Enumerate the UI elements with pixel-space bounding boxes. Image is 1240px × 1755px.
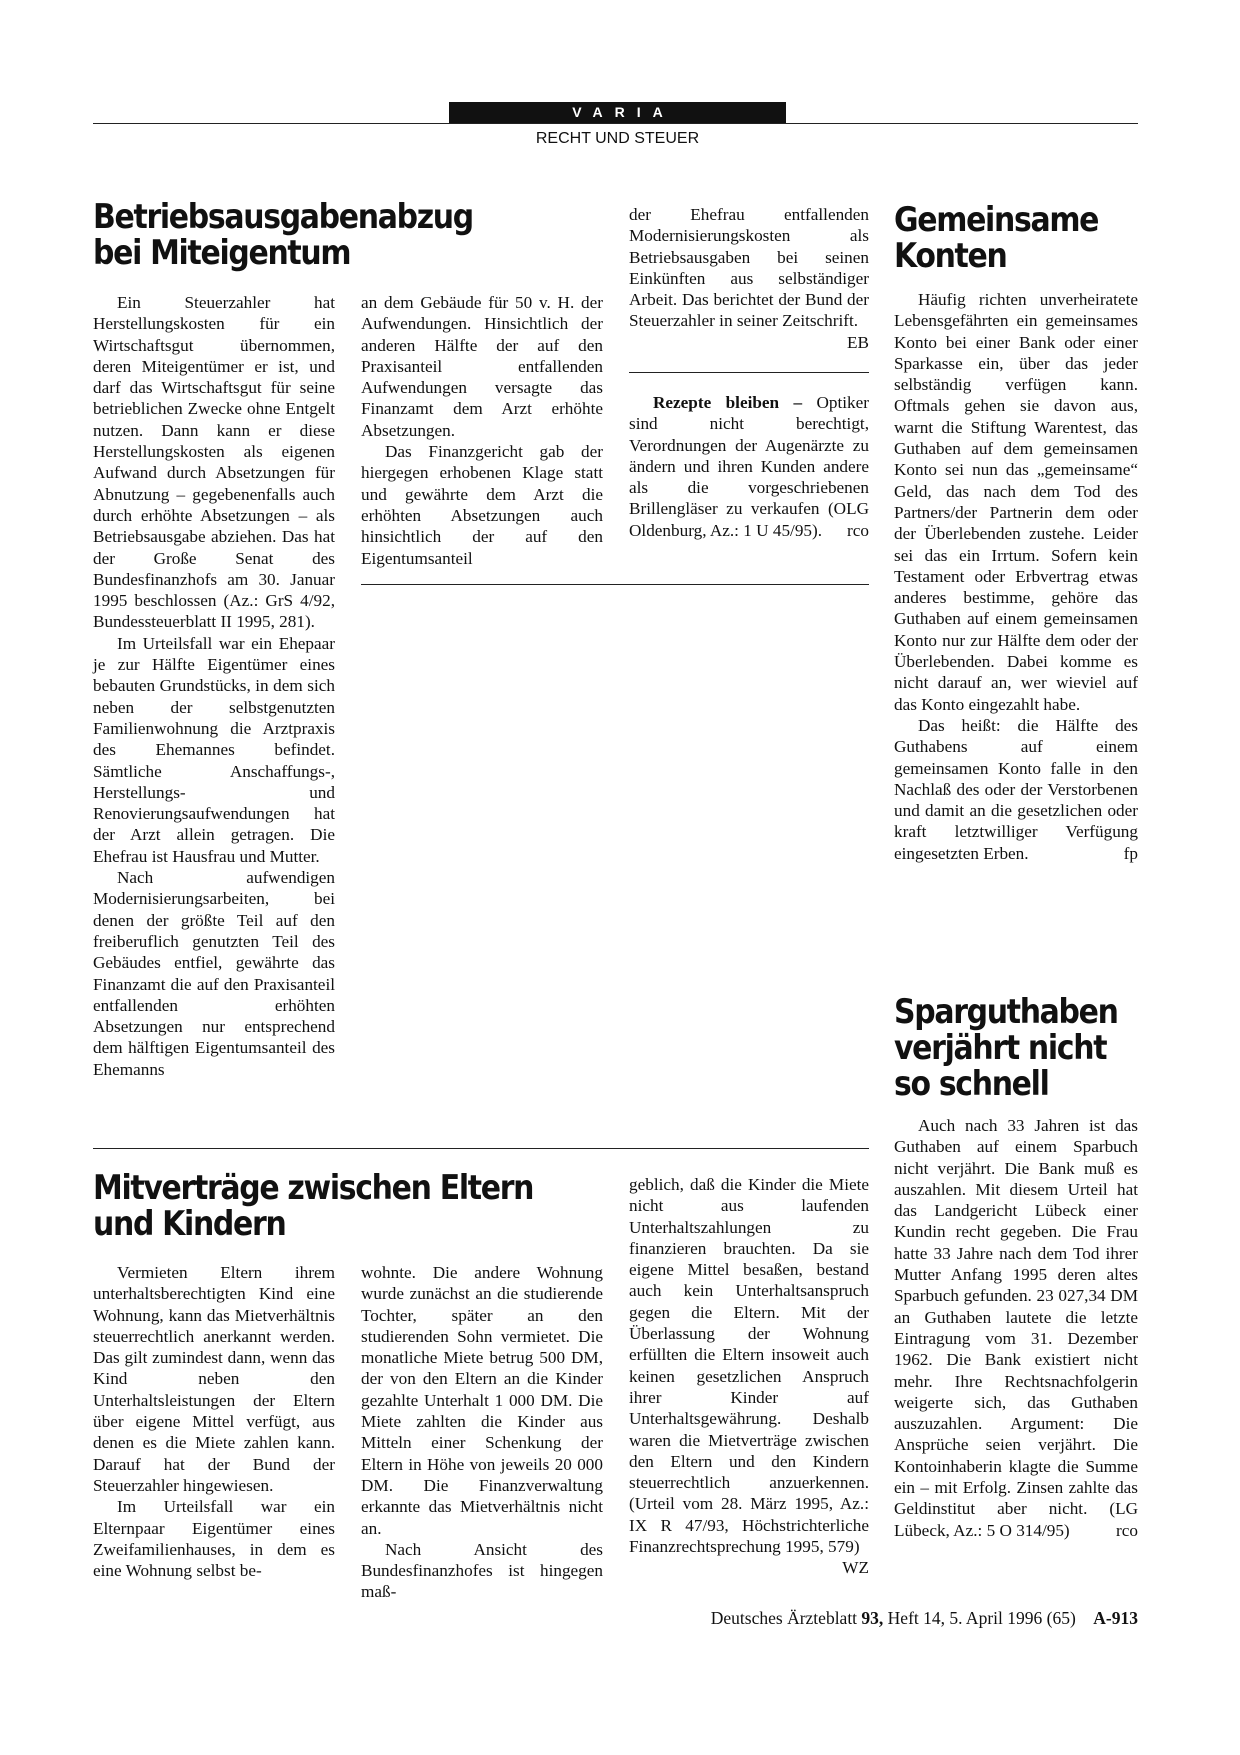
article4-col1 <box>93 1262 335 1581</box>
article2-title-line2: Konten <box>894 236 1007 276</box>
article4-paragraph <box>629 1174 869 1578</box>
article3-title-line1: Sparguthaben <box>894 992 1118 1032</box>
brief-col <box>629 392 869 541</box>
article1-text: der Ehefrau entfallenden Modernisierungskosten als Betriebsausgaben bei seinen Einkünften aus selbständiger Arbeit. Das berichtet der Bund der Steuerzahler in seiner Zeitschrift. <box>629 205 869 331</box>
article1-title-line2: bei Miteigentum <box>93 233 351 273</box>
article3-title-line2: verjährt nicht <box>894 1028 1107 1068</box>
article2-paragraph <box>894 715 1138 864</box>
article1-paragraph <box>629 204 869 352</box>
article1-paragraph: Das Finanzgericht gab der hiergegen erhobenen Klage statt und gewährte dem Arzt die erhöhten Absetzungen auch hinsichtlich der auf den Eigentumsanteil <box>361 442 603 568</box>
article4-paragraph: Nach Ansicht des Bundesfinanzhofes ist hingegen maß- <box>361 1539 603 1602</box>
article4-signature: WZ <box>842 1558 869 1578</box>
top-rule <box>93 123 1138 124</box>
brief-lead: Rezepte bleiben – <box>653 393 803 412</box>
article4-title-line1: Mitverträge zwischen Eltern <box>93 1168 534 1208</box>
article1-bottom-rule <box>361 584 869 585</box>
article3-title <box>894 994 1118 1102</box>
article4-paragraph: Vermieten Eltern ihrem unterhaltsberechtigten Kind eine Wohnung, kann das Mietverhältnis steuerrechtlich anerkannt werden. Das gilt zumindest dann, wenn das Kind neben den Unterhaltsleistungen der Eltern über eigene Mittel verfügt, aus denen es die Miete zahlen kann. Darauf hat der Bund der Steuerzahler hingewiesen. <box>93 1263 335 1495</box>
article3-paragraph <box>894 1115 1138 1541</box>
article3-signature: rco <box>1116 1520 1138 1540</box>
article3-text: Auch nach 33 Jahren ist das Guthaben auf einem Sparbuch nicht verjährt. Die Bank muß es auszahlen. Mit diesem Urteil hat das Landgericht Lübeck einer Kundin recht gegeben. Die Frau hatte 33 Jahre nach dem Tod ihrer Mutter Anfang 1995 deren altes Sparbuch gefunden. 23 027,34 DM an Guthaben lautete die letzte Eintragung vom 31. Dezember 1962. Die Bank existiert nicht mehr. Ihre Rechtsnachfolgerin weigerte sich, das Guthaben auszuzahlen. Argument: Die Ansprüche seien verjährt. Die Kontoinhaberin klagte die Summe ein – mit Erfolg. Zinsen zahlte das Geldinstitut aber nicht. (LG Lübeck, Az.: 5 O 314/95) <box>894 1116 1138 1540</box>
article2-col <box>894 289 1138 864</box>
article4-col3 <box>629 1174 869 1579</box>
article3-title-line3: so schnell <box>894 1064 1049 1104</box>
article4-top-rule <box>93 1148 869 1149</box>
article1-title-line1: Betriebsausgabenabzug <box>93 197 473 237</box>
article4-text: geblich, daß die Kinder die Miete nicht aus laufenden Unterhaltszahlungen zu finanzieren brauchten. Da sie eigene Mittel besaßen, bestand auch kein Unterhaltsanspruch gegen die Eltern. Mit der Überlassung der Wohnung erfüllten die Eltern insoweit auch keinen gesetzlichen Anspruch ihrer Kinder auf Unterhaltsgewährung. Deshalb waren die Mietverträge zwischen den Eltern und den Kindern steuerrechtlich anzuerkennen. (Urteil vom 28. März 1995, Az.: IX R 47/93, Höchstrichterliche Finanzrechtsprechung 1995, 579) <box>629 1175 869 1557</box>
article1-col2 <box>361 292 603 569</box>
article1-paragraph: Im Urteilsfall war ein Ehepaar je zur Hälfte Eigentümer eines bebauten Grundstücks, in dem sich neben der selbstgenutzten Familienwohnung die Arztpraxis des Ehemannes befindet. Sämtliche Anschaffungs-, Herstellungs- und Renovierungsaufwendungen hat der Arzt allein getragen. Die Ehefrau ist Hausfrau und Mutter. <box>93 633 335 866</box>
article2-title-line1: Gemeinsame <box>894 200 1099 240</box>
article1-col1 <box>93 292 335 1080</box>
article4-paragraph: Im Urteilsfall war ein Elternpaar Eigentümer eines Zweifamilienhauses, in dem es eine Wohnung selbst be- <box>93 1497 335 1581</box>
article2-text: Das heißt: die Hälfte des Guthabens auf einem gemeinsamen Konto falle in den Nachlaß des oder der Verstorbenen und damit an die gesetzlichen oder kraft letztwilliger Verfügung eingesetzten Erben. <box>894 715 1138 863</box>
article4-title-line2: und Kindern <box>93 1204 286 1244</box>
article1-paragraph: Nach aufwendigen Modernisierungsarbeiten, bei denen der größte Teil auf den freiberuflich genutzten Teil des Gebäudes entfiel, gewährte das Finanzamt die auf den Praxisanteil entfallenden erhöhten Absetzungen nur entsprechend dem hälftigen Eigentumsanteil des Ehemanns <box>93 868 335 1079</box>
footer-page-number: A-913 <box>1093 1608 1138 1628</box>
article1-col3 <box>629 204 869 353</box>
article1-paragraph: an dem Gebäude für 50 v. H. der Aufwendungen. Hinsichtlich der anderen Hälfte der auf den Praxisanteil entfallenden Aufwendungen versagte das Finanzamt dem Arzt erhöhte Absetzungen. <box>361 293 603 440</box>
brief-paragraph <box>629 392 869 541</box>
brief-text: Optiker sind nicht berechtigt, Verordnungen der Augenärzte zu ändern und ihren Kunden andere als die vorgeschriebenen Brillengläser zu verkaufen (OLG Oldenburg, Az.: 1 U 45/95). <box>629 393 870 540</box>
brief-signature: rco <box>847 520 869 540</box>
article2-paragraph: Häufig richten unverheiratete Lebensgefährten ein gemeinsames Konto bei einer Bank oder einer Sparkasse ein, über das jeder selbständig verfügen kann. Oftmals gehen sie davon aus, warnt die Stiftung Warentest, das Guthaben auf dem gemeinsamen Konto sei nun das „gemeinsame“ Geld, das nach dem Tod des Partners/der Partnerin dem oder der Überlebenden zustehe. Leider sei das ein Irrtum. Sofern kein Testament oder Erbvertrag etwas anderes bestimme, gehöre das Guthaben auf einem gemeinsamen Konto nur zur Hälfte dem oder der Überlebenden. Dabei komme es nicht darauf an, wer wieviel auf das Konto eingezahlt habe. <box>894 290 1138 714</box>
article4-paragraph: wohnte. Die andere Wohnung wurde zunächst an die studierende Tochter, später an den studierenden Sohn vermietet. Die monatliche Miete betrug 500 DM, der von den Eltern an die Kinder gezahlte Unterhalt 1 000 DM. Die Miete zahlten die Kinder aus Mitteln einer Schenkung der Eltern in Höhe von jeweils 20 000 DM. Die Finanzverwaltung erkannte das Mietverhältnis nicht an. <box>361 1263 603 1538</box>
article2-title <box>894 202 1098 274</box>
article4-col2 <box>361 1262 603 1603</box>
varia-banner: VARIA <box>449 102 786 123</box>
article3-col <box>894 1115 1138 1541</box>
article1-title <box>93 199 473 271</box>
article4-title <box>93 1170 533 1242</box>
footer-issue: Heft 14, 5. April 1996 (65) <box>887 1608 1076 1628</box>
article2-signature: fp <box>1123 843 1138 863</box>
footer-volume: 93, <box>861 1608 884 1628</box>
page-footer <box>560 1608 1138 1629</box>
footer-journal: Deutsches Ärzteblatt <box>710 1608 858 1628</box>
brief-top-rule <box>629 372 869 373</box>
article1-paragraph: Ein Steuerzahler hat Herstellungskosten für ein Wirtschaftsgut übernommen, deren Miteigentümer er ist, und darf das Wirtschaftsgut für seine betrieblichen Zwecke ohne Entgelt nutzen. Dann kann er diese Herstellungskosten als eigenen Aufwand durch Absetzungen für Abnutzung – gegebenenfalls auch durch erhöhte Absetzungen – als Betriebsausgabe abziehen. Das hat der Große Senat des Bundesfinanzhofs am 30. Januar 1995 beschlossen (Az.: GrS 4/92, Bundessteuerblatt II 1995, 281). <box>93 293 335 632</box>
section-label: RECHT UND STEUER <box>535 130 700 147</box>
article1-signature: EB <box>847 332 869 352</box>
